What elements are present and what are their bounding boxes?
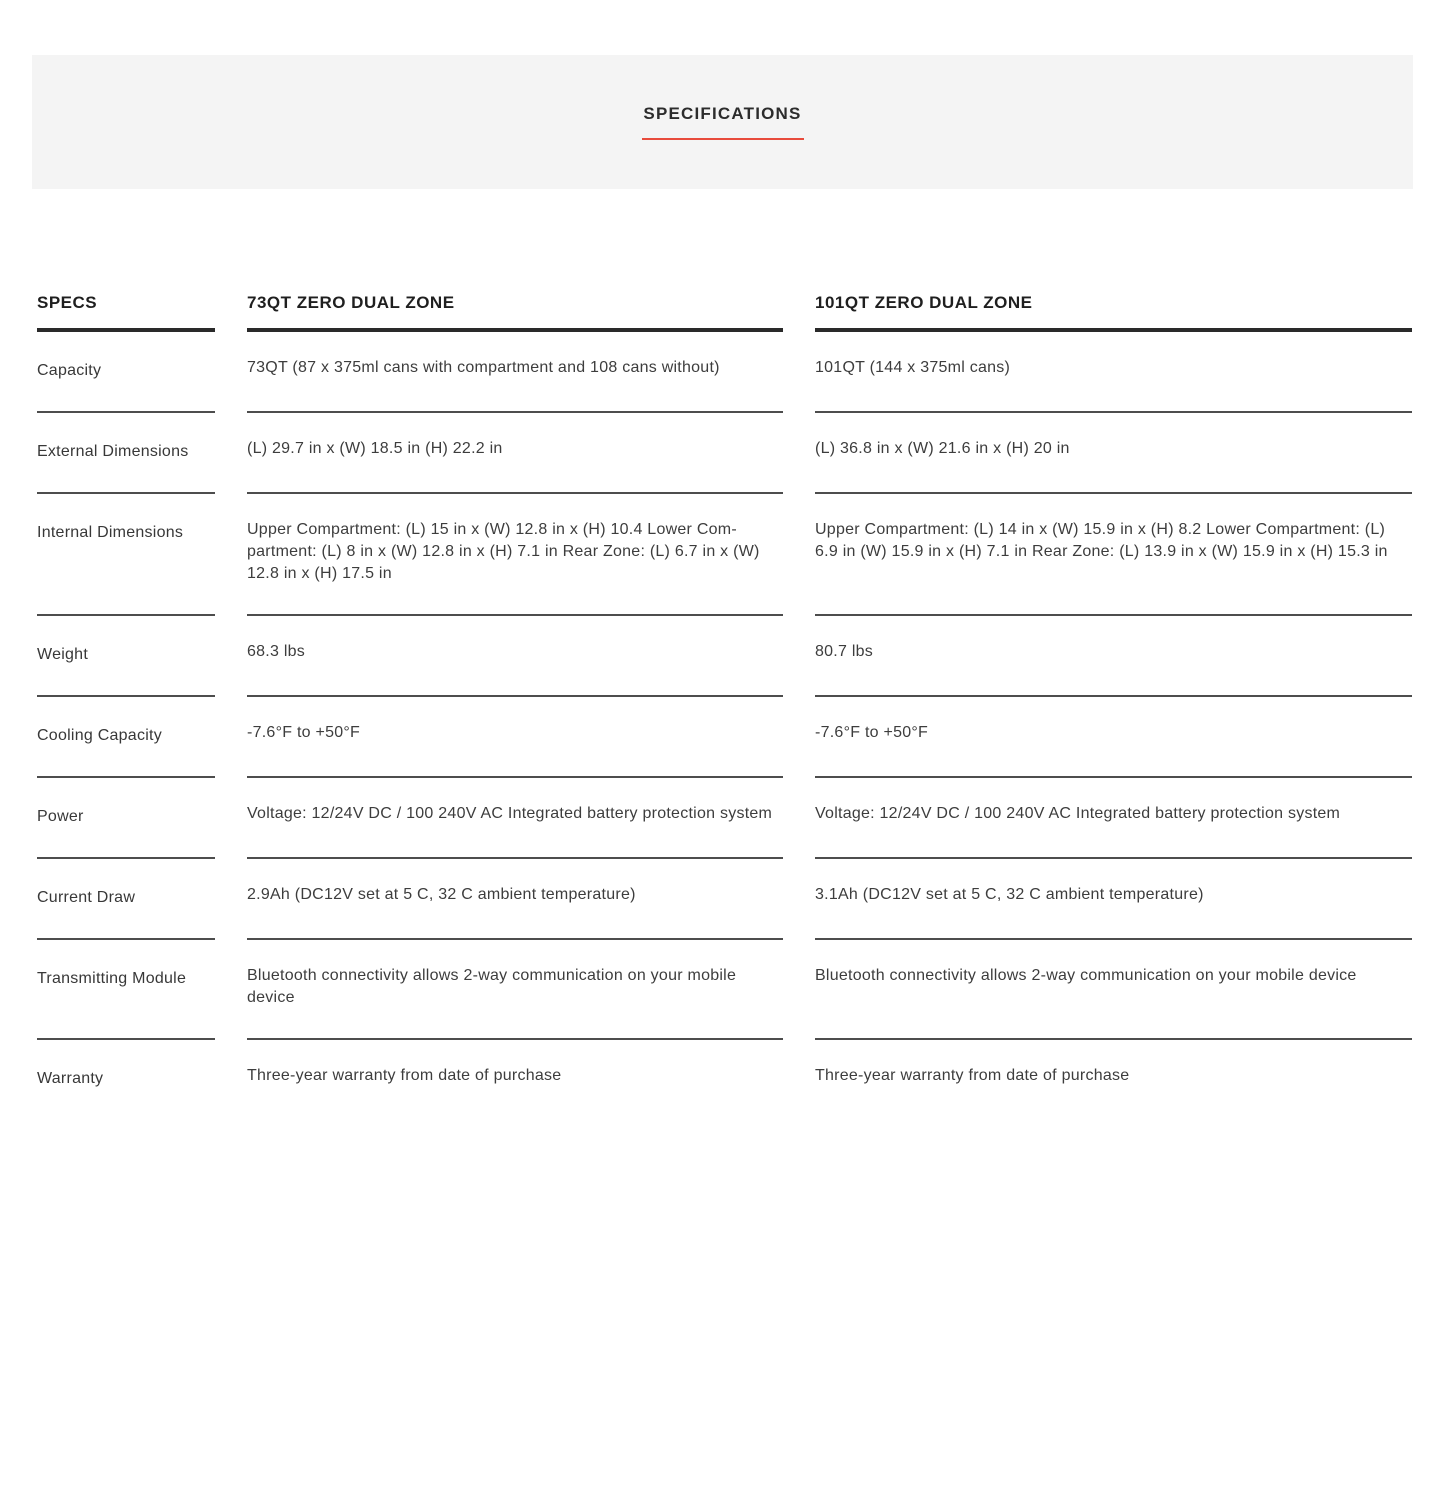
row-value-73qt: Upper Compartment: (L) 15 in x (W) 12.8 in x (H) 10.4 Lower Compartment: (L) 8 in x (W) 12.8 in x (H) 7.1 in Rear Zone: (L) 6.7 in x (W) 12.8 in x (H) 17.5 in (247, 494, 783, 616)
row-value-101qt: 101QT (144 x 375ml cans) (815, 332, 1412, 413)
column-header-73qt: 73QT ZERO DUAL ZONE (247, 293, 783, 332)
row-label: Transmitting Module (37, 940, 215, 1040)
row-value-101qt: 3.1Ah (DC12V set at 5 C, 32 C ambient temperature) (815, 859, 1412, 940)
title-underline-accent (642, 138, 804, 140)
row-label: Capacity (37, 332, 215, 413)
row-value-73qt: Voltage: 12/24V DC / 100 240V AC Integrated battery protection system (247, 778, 783, 859)
row-value-101qt: Bluetooth connectivity allows 2-way communication on your mobile device (815, 940, 1412, 1040)
row-value-73qt: 73QT (87 x 375ml cans with compartment and 108 cans without) (247, 332, 783, 413)
table-row-power (37, 778, 1412, 859)
table-row-cooling-capacity (37, 697, 1412, 778)
table-row-current-draw (37, 859, 1412, 940)
row-value-73qt: -7.6°F to +50°F (247, 697, 783, 778)
row-value-101qt: (L) 36.8 in x (W) 21.6 in x (H) 20 in (815, 413, 1412, 494)
row-label: External Dimensions (37, 413, 215, 494)
row-label: Internal Dimensions (37, 494, 215, 616)
row-value-73qt: (L) 29.7 in x (W) 18.5 in (H) 22.2 in (247, 413, 783, 494)
table-row-internal-dimensions (37, 494, 1412, 616)
row-value-73qt: 68.3 lbs (247, 616, 783, 697)
row-value-73qt: Three-year warranty from date of purchase (247, 1067, 562, 1084)
row-label: Cooling Capacity (37, 697, 215, 778)
row-value-101qt: Voltage: 12/24V DC / 100 240V AC Integrated battery protection system (815, 778, 1412, 859)
row-value-73qt: 2.9Ah (DC12V set at 5 C, 32 C ambient temperature) (247, 859, 783, 940)
table-row-warranty (37, 1040, 1412, 1119)
table-header-row (37, 293, 1412, 332)
row-value-101qt: Three-year warranty from date of purchase (815, 1067, 1130, 1084)
table-row-weight (37, 616, 1412, 697)
table-row-capacity (37, 332, 1412, 413)
row-label: Power (37, 778, 215, 859)
column-header-101qt: 101QT ZERO DUAL ZONE (815, 293, 1412, 332)
spec-comparison-table (37, 293, 1412, 1119)
row-label: Current Draw (37, 859, 215, 940)
row-value-73qt: Bluetooth connectivity allows 2-way communication on your mobile device (247, 940, 783, 1040)
row-value-101qt: 80.7 lbs (815, 616, 1412, 697)
table-row-external-dimensions (37, 413, 1412, 494)
row-value-101qt: -7.6°F to +50°F (815, 697, 1412, 778)
column-header-specs: SPECS (37, 293, 215, 332)
row-label: Weight (37, 616, 215, 697)
specifications-banner (32, 55, 1413, 189)
row-value-101qt: Upper Compartment: (L) 14 in x (W) 15.9 in x (H) 8.2 Lower Compartment: (L) 6.9 in (W) 15.9 in x (H) 7.1 in Rear Zone: (L) 13.9 in x (W) 15.9 in x (H) 15.3 in (815, 494, 1412, 616)
table-row-transmitting-module (37, 940, 1412, 1040)
row-label: Warranty (37, 1070, 104, 1087)
section-title: SPECIFICATIONS (643, 104, 802, 123)
